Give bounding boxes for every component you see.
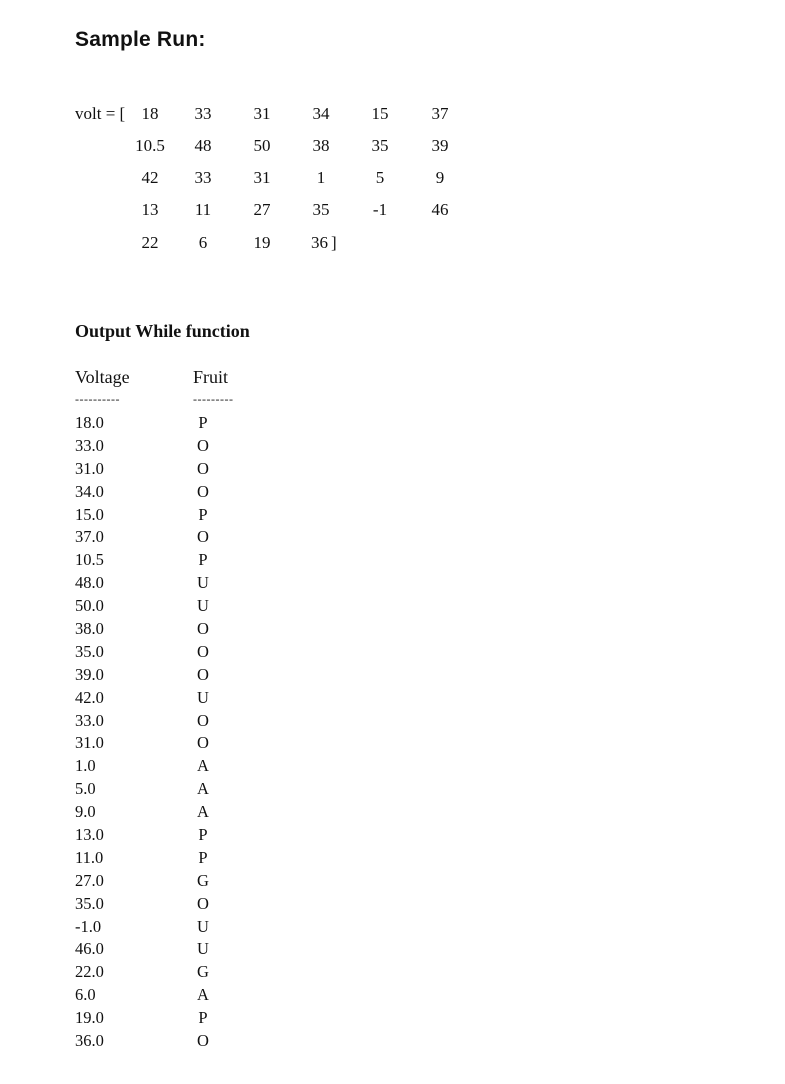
volt-value: 33: [194, 104, 212, 123]
fruit-column-divider: ---------: [193, 392, 234, 406]
volt-value: 34: [312, 104, 330, 123]
fruit-value: P: [198, 847, 208, 867]
section-title: Output While function: [75, 321, 250, 341]
voltage-value: 37.0: [75, 527, 104, 547]
volt-value: 6: [198, 233, 208, 252]
volt-value: 31: [253, 168, 271, 187]
volt-value: 37: [431, 104, 449, 123]
volt-value: 18: [141, 104, 159, 123]
voltage-column-header: Voltage: [75, 367, 130, 387]
fruit-value: O: [197, 619, 209, 639]
volt-value: 1: [316, 168, 326, 187]
voltage-value: 48.0: [75, 573, 104, 593]
voltage-value: 46.0: [75, 939, 104, 959]
fruit-value: P: [198, 413, 208, 432]
voltage-value: 42.0: [75, 687, 104, 707]
fruit-value: P: [198, 1008, 208, 1028]
fruit-value: O: [197, 527, 209, 547]
fruit-value: P: [198, 550, 208, 570]
volt-value: 36 ]: [311, 233, 337, 252]
fruit-value: A: [197, 779, 209, 799]
fruit-value: A: [197, 756, 209, 776]
volt-value: 13: [141, 200, 159, 219]
volt-value: 11: [194, 200, 212, 219]
volt-label: volt = [: [75, 104, 126, 123]
volt-value: 19: [253, 233, 271, 252]
volt-value: 33: [194, 168, 212, 187]
voltage-value: 33.0: [75, 435, 104, 455]
voltage-value: 13.0: [75, 825, 104, 845]
voltage-value: 50.0: [75, 596, 104, 616]
fruit-value: G: [197, 870, 209, 890]
voltage-value: 9.0: [75, 802, 96, 822]
fruit-value: O: [197, 733, 209, 753]
voltage-value: 35.0: [75, 641, 104, 661]
volt-value: 15: [371, 104, 389, 123]
voltage-value: 35.0: [75, 893, 104, 913]
fruit-value: O: [197, 1031, 209, 1051]
voltage-value: 33.0: [75, 710, 104, 730]
fruit-value: O: [197, 458, 209, 478]
volt-value: 35: [312, 200, 330, 219]
volt-value: 38: [312, 136, 330, 155]
fruit-value: U: [197, 916, 209, 936]
voltage-value: 36.0: [75, 1031, 104, 1051]
fruit-value: O: [197, 641, 209, 661]
fruit-value: O: [197, 710, 209, 730]
volt-value: 10.5: [135, 136, 165, 155]
volt-value: 39: [431, 136, 449, 155]
voltage-value: 38.0: [75, 619, 104, 639]
volt-value: 22: [141, 233, 159, 252]
voltage-value: 18.0: [75, 413, 104, 432]
voltage-value: 22.0: [75, 962, 104, 982]
voltage-value: 27.0: [75, 870, 104, 890]
fruit-value: U: [197, 573, 209, 593]
voltage-column-divider: ----------: [75, 392, 120, 406]
voltage-value: 1.0: [75, 756, 96, 776]
voltage-value: 6.0: [75, 985, 96, 1005]
voltage-value: 31.0: [75, 458, 104, 478]
fruit-value: P: [198, 504, 208, 524]
fruit-value: P: [198, 825, 208, 845]
volt-value: 42: [141, 168, 159, 187]
volt-value: 50: [253, 136, 271, 155]
fruit-value: O: [197, 893, 209, 913]
volt-value: 27: [253, 200, 271, 219]
fruit-value: G: [197, 962, 209, 982]
fruit-value: A: [197, 802, 209, 822]
fruit-column-header: Fruit: [193, 367, 229, 387]
fruit-value: U: [197, 687, 209, 707]
fruit-value: U: [197, 939, 209, 959]
volt-value: 5: [375, 168, 385, 187]
volt-value: 48: [194, 136, 212, 155]
page-heading: Sample Run:: [75, 28, 206, 51]
volt-value: 31: [253, 104, 271, 123]
voltage-value: 5.0: [75, 779, 96, 799]
volt-value: 9: [435, 168, 445, 187]
volt-value: 46: [431, 200, 449, 219]
voltage-value: -1.0: [75, 916, 102, 936]
voltage-value: 34.0: [75, 481, 104, 501]
fruit-value: O: [197, 435, 209, 455]
voltage-value: 31.0: [75, 733, 104, 753]
voltage-value: 10.5: [75, 550, 104, 570]
voltage-value: 15.0: [75, 504, 104, 524]
voltage-value: 19.0: [75, 1008, 104, 1028]
volt-close-bracket: ]: [331, 233, 337, 252]
voltage-value: 11.0: [75, 847, 104, 867]
fruit-value: A: [197, 985, 209, 1005]
volt-value: -1: [372, 200, 388, 219]
fruit-value: O: [197, 664, 209, 684]
fruit-value: O: [197, 481, 209, 501]
fruit-value: U: [197, 596, 209, 616]
volt-value: 35: [371, 136, 389, 155]
voltage-value: 39.0: [75, 664, 104, 684]
